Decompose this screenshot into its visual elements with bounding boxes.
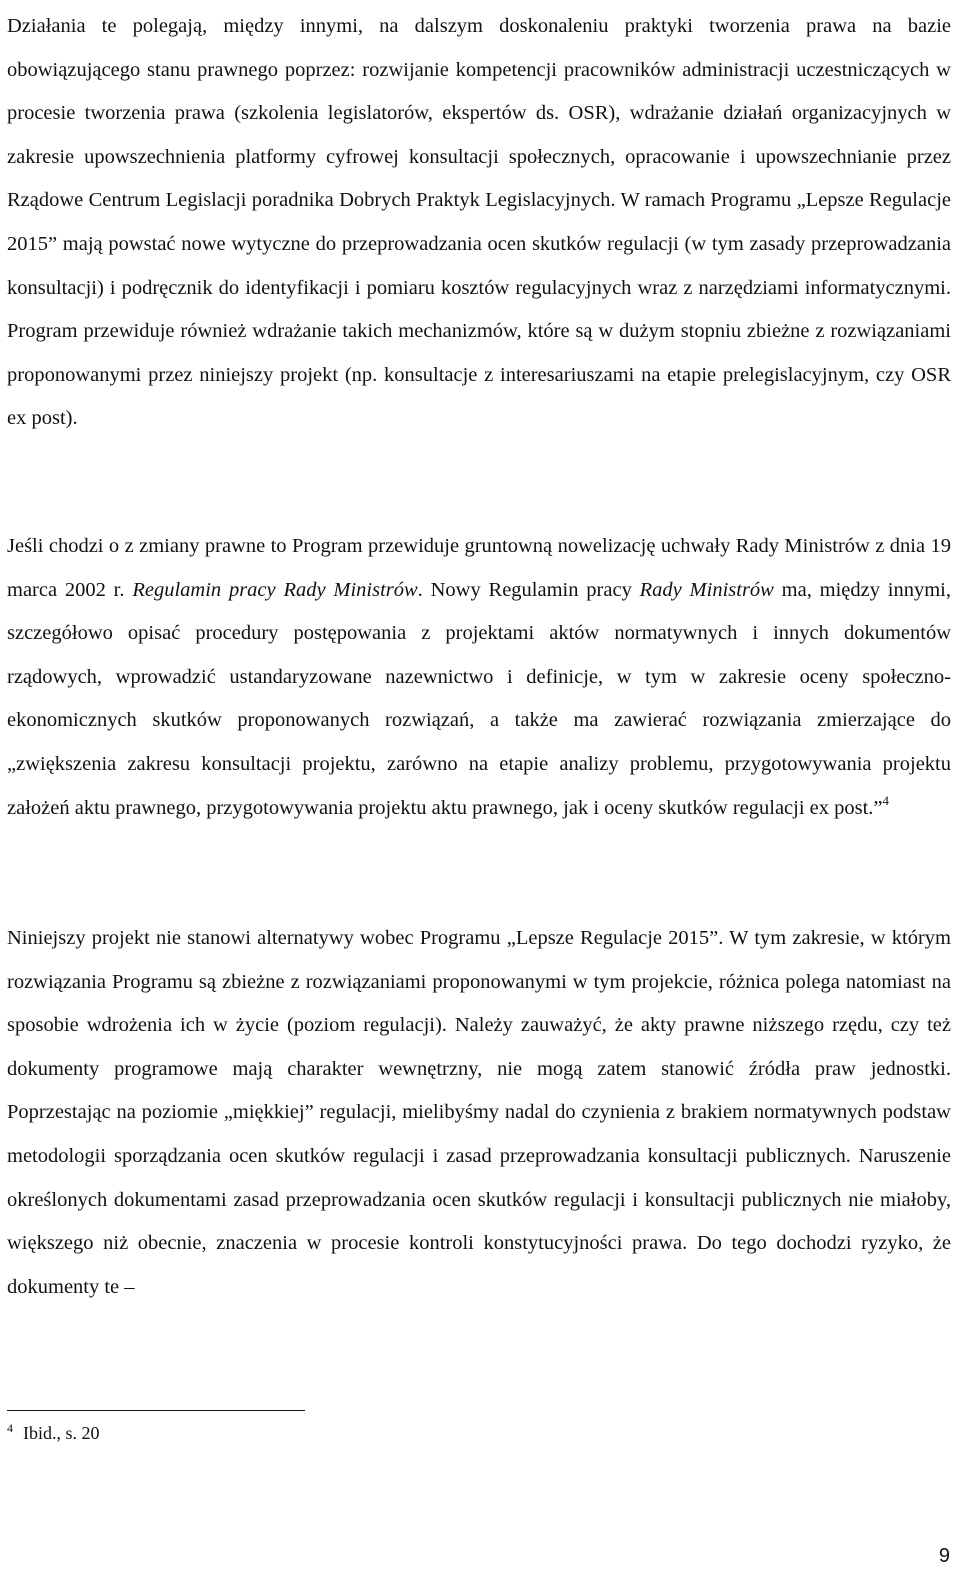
footnote-separator	[7, 1410, 305, 1411]
paragraph-3: Niniejszy projekt nie stanowi alternatywy wobec Programu „Lepsze Regulacje 2015”. W tym zakresie, w którym rozwiązania Programu są zbieżne z rozwiązaniami proponowanymi w tym projekcie, różnica polega natomiast na sposobie wdrożenia ich w życie (poziom regulacji). Należy zauważyć, że akty prawne niższego rzędu, czy też dokumenty programowe mają charakter wewnętrzny, nie mogą zatem stanowić źródła praw jednostki. Poprzestając na poziomie „miękkiej” regulacji, mielibyśmy nadal do czynienia z brakiem normatywnych podstaw metodologii sporządzania ocen skutków regulacji i zasad przeprowadzania konsultacji publicznych. Naruszenie określonych dokumentami zasad przeprowadzania ocen skutków regulacji i konsultacji publicznych nie miałoby, większego niż obecnie, znaczenia w procesie kontroli konstytucyjności prawa. Do tego dochodzi ryzyko, że dokumenty te –	[7, 927, 951, 1298]
paragraph-2-text-a: Jeśli chodzi o z zmiany prawne to Program przewiduje gruntowną nowelizację uchwały Rady Ministrów z dnia 19 marca 2002 r.	[7, 535, 951, 601]
paragraph-2	[7, 525, 951, 830]
regulation-title-italic: Regulamin pracy Rady Ministrów	[132, 578, 418, 601]
council-name-italic: Rady Ministrów	[639, 578, 774, 601]
footnote-text: Ibid., s. 20	[23, 1423, 100, 1443]
page-number: 9	[938, 1545, 950, 1567]
footnote-reference[interactable]: 4	[882, 792, 890, 808]
paragraph-1: Działania te polegają, między innymi, na dalszym doskonaleniu praktyki tworzenia prawa na bazie obowiązującego stanu prawnego poprzez: rozwijanie kompetencji pracowników administracji uczestniczących w procesie tworzenia prawa (szkolenia legislatorów, ekspertów ds. OSR), wdrażanie działań organizacyjnych w zakresie upowszechnienia platformy cyfrowej konsultacji społecznych, opracowanie i upowszechnianie przez Rządowe Centrum Legislacji poradnika Dobrych Praktyk Legislacyjnych. W ramach Programu „Lepsze Regulacje 2015” mają powstać nowe wytyczne do przeprowadzania ocen skutków regulacji (w tym zasady przeprowadzania konsultacji) i podręcznik do identyfikacji i pomiaru kosztów regulacyjnych wraz z narzędziami informatycznymi. Program przewiduje również wdrażanie takich mechanizmów, które są w dużym stopniu zbieżne z rozwiązaniami proponowanymi przez niniejszy projekt (np. konsultacje z interesariuszami na etapie prelegislacyjnym, czy OSR ex post).	[7, 15, 951, 430]
paragraph-2-text-e: ma, między innymi, szczegółowo opisać procedury postępowania z projektami aktów normatywnych i innych dokumentów rządowych, wprowadzić ustandaryzowane nazewnictwo i definicje, w tym w zakresie oceny społeczno-ekonomicznych skutków proponowanych rozwiązań, a także ma zawierać rozwiązania zmierzające do „zwiększenia zakresu konsultacji projektu, zarówno na etapie analizy problemu, przygotowywania projektu założeń aktu prawnego, przygotowywania projektu aktu prawnego, jak i oceny skutków regulacji ex post.”	[7, 578, 952, 819]
footnote-number: 4	[7, 1421, 13, 1435]
paragraph-2-text-c: . Nowy Regulamin pracy	[417, 578, 640, 601]
footnote	[7, 1420, 100, 1446]
